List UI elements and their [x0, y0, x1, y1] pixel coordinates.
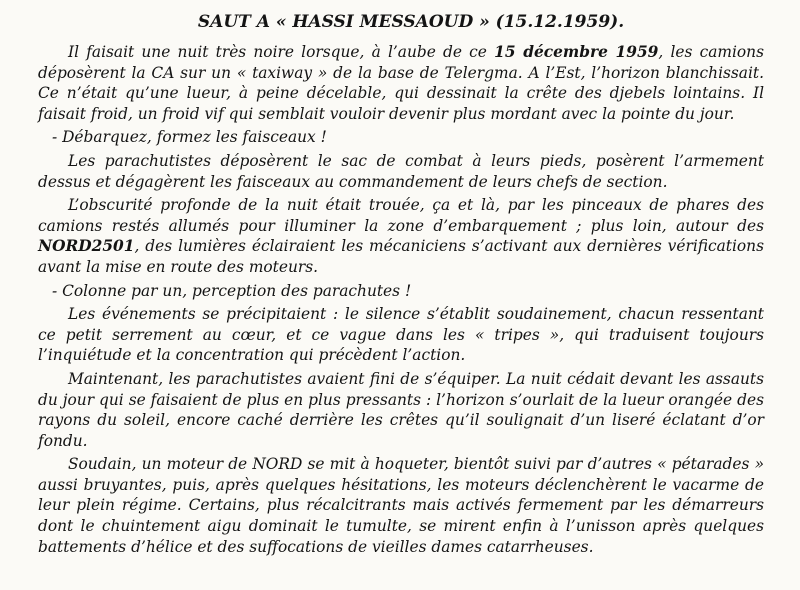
paragraph	[38, 42, 764, 124]
text-run: Il faisait une nuit très noire lorsque, à l’aube de ce	[68, 43, 495, 61]
text-run: , les camions déposèrent la CA sur un « taxiway » de la base de Telergma. A l’Est, l’horizon blanchissait. Ce n’était qu’une lueur, à peine décelable, qui dessinait la crête des djebels lointains. Il faisait froid, un froid vif qui semblait vouloir devenir plus mordant avec la pointe du jour.	[38, 43, 764, 123]
bold-text: NORD2501	[38, 237, 135, 256]
document-page	[38, 10, 764, 560]
paragraph	[38, 151, 764, 192]
text-run: Les événements se précipitaient : le silence s’établit soudainement, chacun ressentant ce petit serrement au cœur, et ce vague dans les « tripes », qui traduisent toujours l’inquiétude et la concentration qui précèdent l’action.	[38, 305, 764, 365]
bold-text: 15 décembre 1959	[494, 43, 659, 61]
page-title: SAUT A « HASSI MESSAOUD » (15.12.1959).	[197, 12, 625, 32]
text-run: Maintenant, les parachutistes avaient fini de s’équiper. La nuit cédait devant les assauts du jour qui se faisaient de plus en plus pressants : l’horizon s’ourlait de la lueur orangée des rayons du soleil, encore caché derrière les crêtes qu’il soulignait d’un liseré éclatant d’or fondu.	[38, 369, 764, 450]
paragraph	[38, 304, 764, 366]
paragraph	[38, 195, 764, 277]
text-run: - Colonne par un, perception des parachutes !	[52, 281, 412, 300]
dialogue-line	[38, 281, 764, 302]
dialogue-line	[38, 127, 764, 148]
text-run: L’obscurité profonde de la nuit était trouée, ça et là, par les pinceaux de phares des camions restés allumés pour illuminer la zone d’embarquement ; plus loin, autour des	[38, 196, 764, 235]
text-run: - Débarquez, formez les faisceaux !	[52, 128, 327, 147]
text-run: Les parachutistes déposèrent le sac de combat à leurs pieds, posèrent l’armement dessus et dégagèrent les faisceaux au commandement de leurs chefs de section.	[38, 151, 764, 191]
paragraph	[38, 369, 764, 451]
paragraph	[38, 454, 764, 557]
text-run: , des lumières éclairaient les mécaniciens s’activant aux dernières vérifications avant la mise en route des moteurs.	[38, 237, 764, 276]
body-text	[38, 42, 764, 557]
text-run: Soudain, un moteur de NORD se mit à hoqueter, bientôt suivi par d’autres « pétarades » aussi bruyantes, puis, après quelques hésitations, les moteurs déclenchèrent le vacarme de leur plein régime. Certains, plus récalcitrants mais activés fermement par les démarreurs dont le chuintement aigu dominait le tumulte, se mirent enfin à l’unisson après quelques battements d’hélice et des suffocations de vieilles dames catarrheuses.	[38, 455, 764, 556]
